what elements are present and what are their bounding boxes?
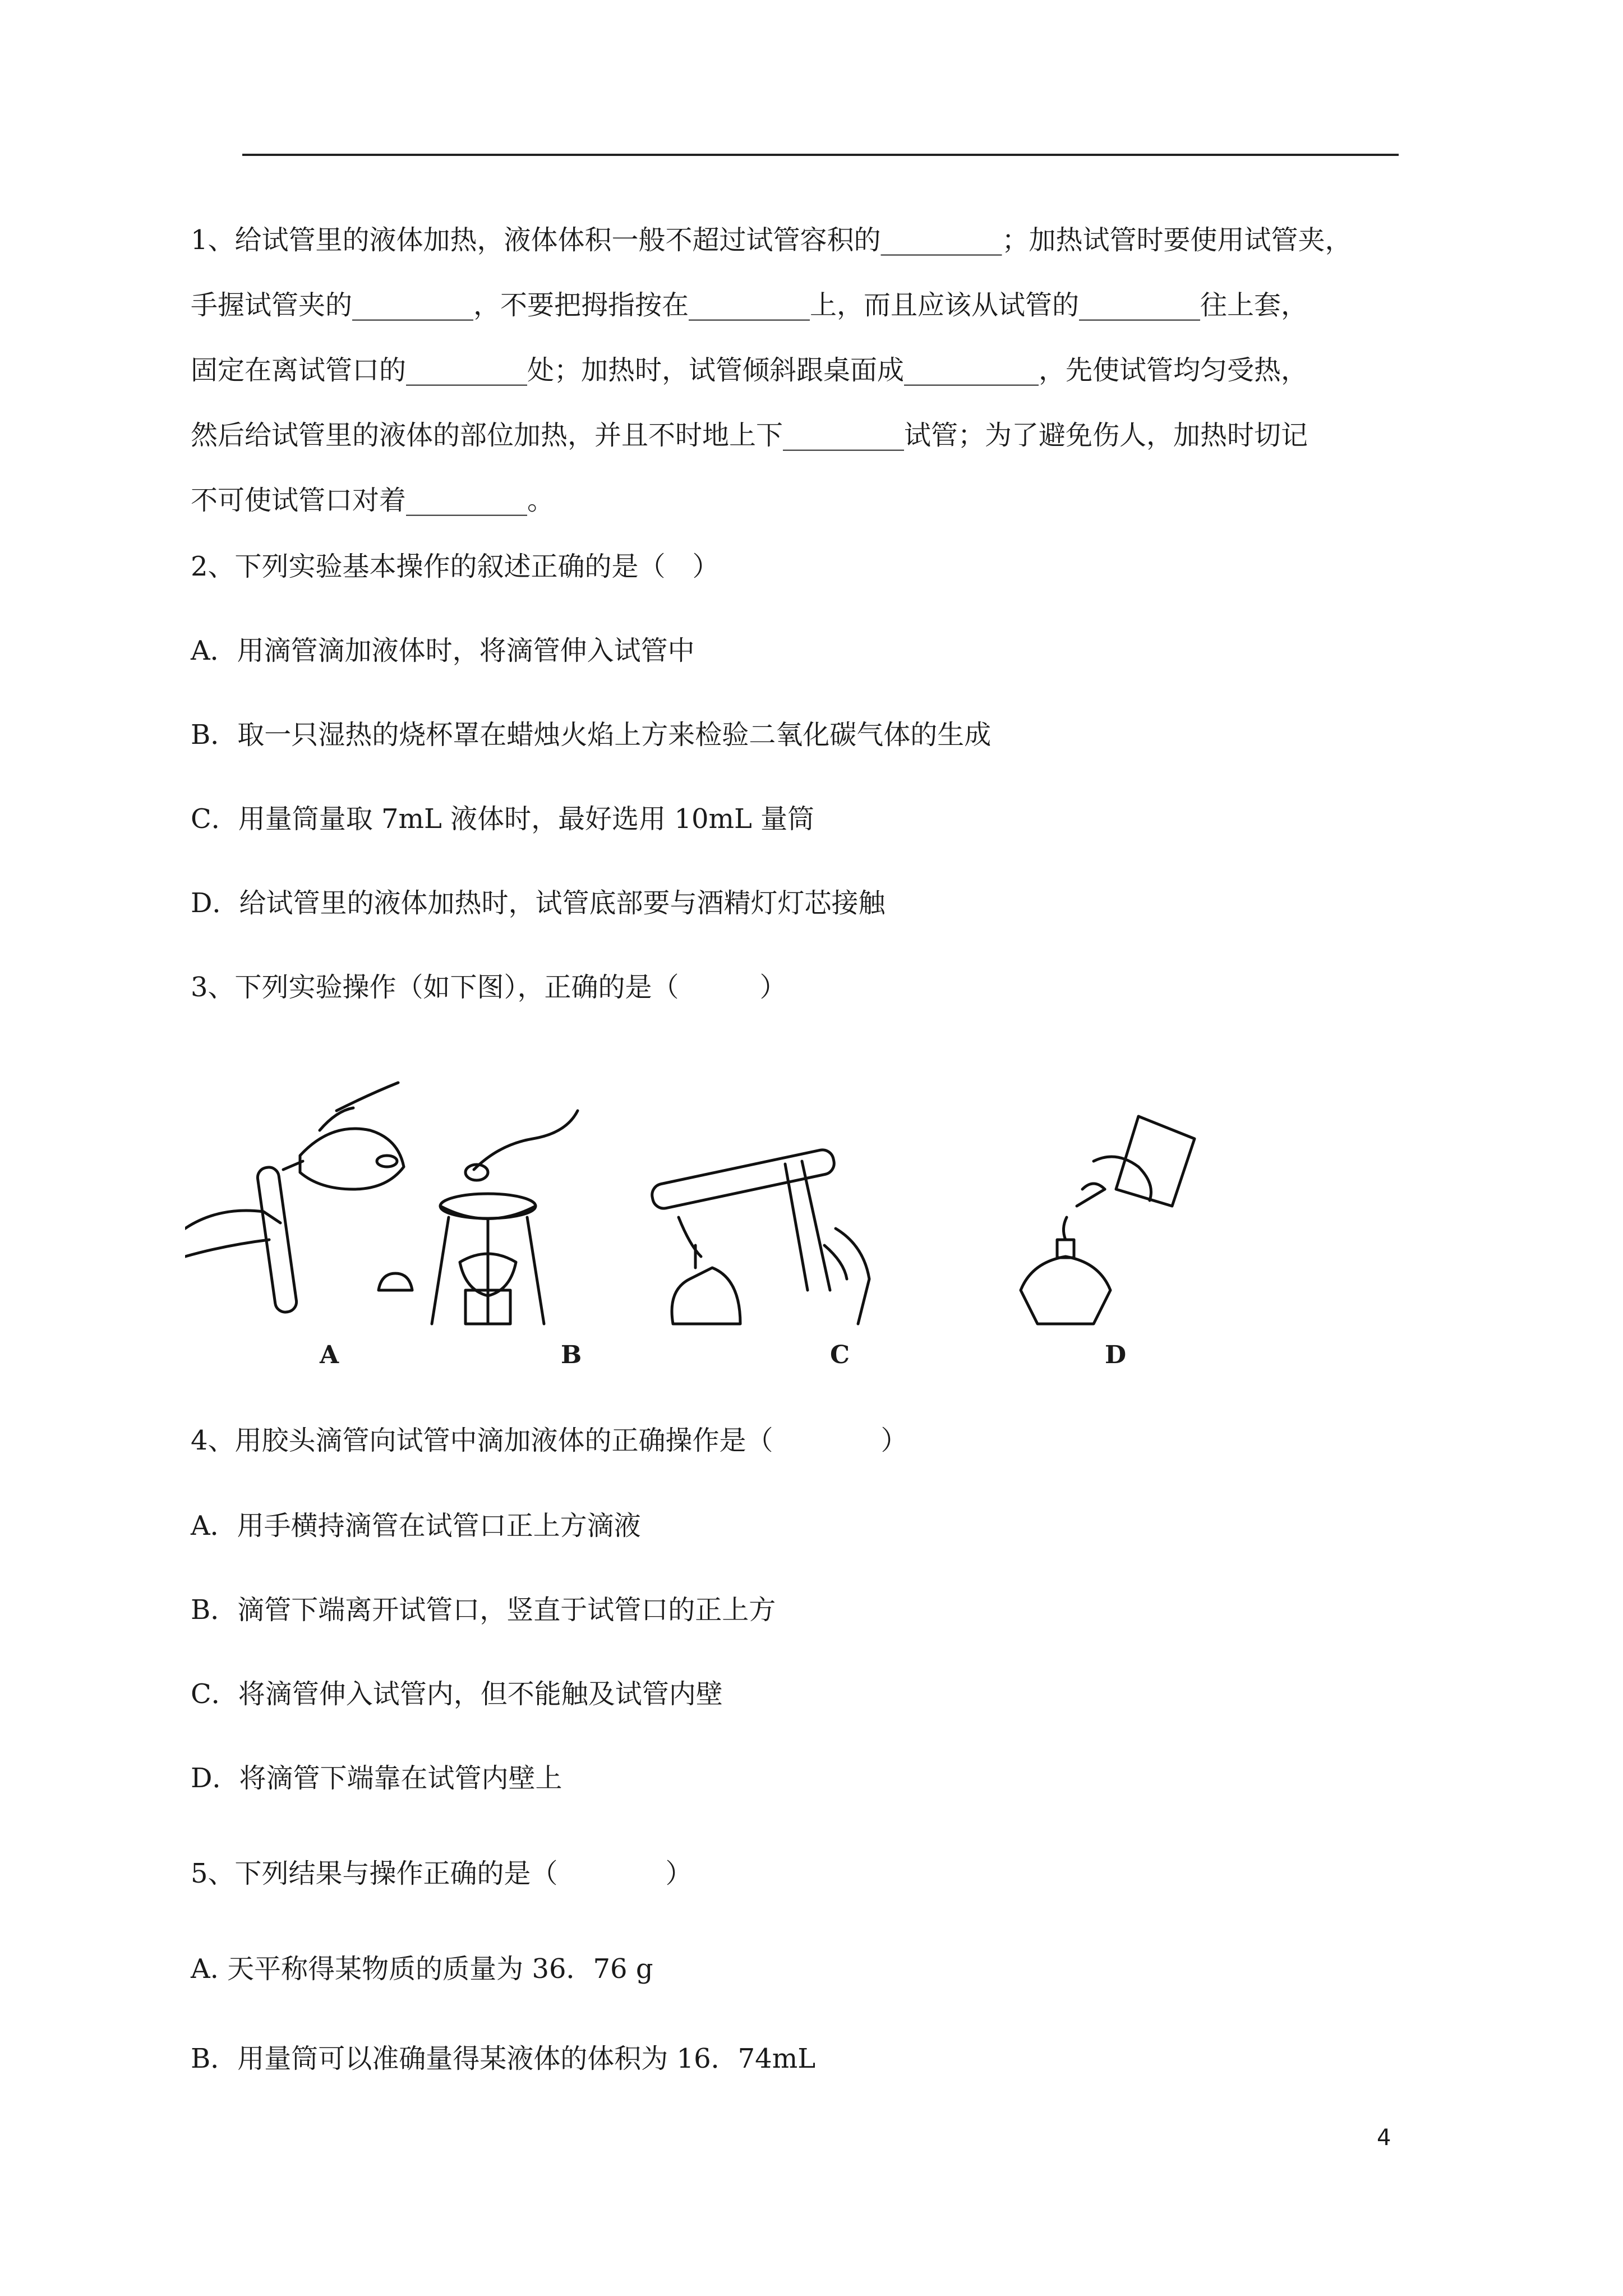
- figure-a-pouring: [185, 1083, 412, 1313]
- figure-label-b: B: [561, 1341, 582, 1369]
- question-1-line: 然后给试管里的液体的部位加热，并且不时地上下_________试管；为了避免伤人，加热时切记: [191, 420, 1308, 451]
- question-4-stem: 4、用胶头滴管向试管中滴加液体的正确操作是（ ）: [191, 1425, 908, 1456]
- lab-operations-figure: [185, 1077, 1251, 1369]
- question-1-line: 不可使试管口对着_________。: [191, 485, 555, 516]
- question-2-option-a: A．用滴管滴加液体时，将滴管伸入试管中: [191, 635, 695, 666]
- question-3-stem: 3、下列实验操作（如下图），正确的是（ ）: [191, 972, 787, 1003]
- question-2-stem: 2、下列实验基本操作的叙述正确的是（ ）: [191, 551, 720, 582]
- question-4-option-c: C．将滴管伸入试管内，但不能触及试管内壁: [191, 1678, 723, 1710]
- header-rule: [242, 154, 1399, 156]
- question-1-line: 固定在离试管口的_________处；加热时，试管倾斜跟桌面成__________，先使试管均匀受热，: [191, 355, 1308, 386]
- figure-label-c: C: [830, 1341, 850, 1369]
- figure-b-evaporation: [432, 1111, 578, 1324]
- question-4-option-a: A．用手横持滴管在试管口正上方滴液: [191, 1510, 641, 1542]
- figure-d-lighting-lamp: [1021, 1116, 1195, 1324]
- page-number: 4: [1377, 2125, 1391, 2151]
- question-2-option-c: C．用量筒量取 7mL 液体时，最好选用 10mL 量筒: [191, 803, 815, 835]
- question-5-option-b: B．用量筒可以准确量得某液体的体积为 16．74mL: [191, 2043, 816, 2074]
- question-1-line: 手握试管夹的_________，不要把拇指按在_________上，而且应该从试管的_________往上套，: [191, 289, 1308, 321]
- question-4-option-d: D．将滴管下端靠在试管内壁上: [191, 1763, 562, 1794]
- figure-label-d: D: [1105, 1341, 1127, 1369]
- question-4-option-b: B．滴管下端离开试管口，竖直于试管口的正上方: [191, 1594, 776, 1626]
- question-1-line: 1、给试管里的液体加热，液体体积一般不超过试管容积的_________；加热试管时要使用试管夹，: [191, 224, 1352, 256]
- figure-c-heating-tube: [650, 1148, 869, 1324]
- question-5-stem: 5、下列结果与操作正确的是（ ）: [191, 1858, 693, 1889]
- question-2-option-b: B．取一只湿热的烧杯罩在蜡烛火焰上方来检验二氧化碳气体的生成: [191, 719, 992, 751]
- question-5-option-a: A. 天平称得某物质的质量为 36．76 g: [191, 1953, 653, 1985]
- question-1: [191, 208, 1402, 533]
- question-2-option-d: D．给试管里的液体加热时，试管底部要与酒精灯灯芯接触: [191, 887, 886, 919]
- figure-label-a: A: [320, 1341, 339, 1369]
- lab-operations-illustration: [185, 1077, 1251, 1341]
